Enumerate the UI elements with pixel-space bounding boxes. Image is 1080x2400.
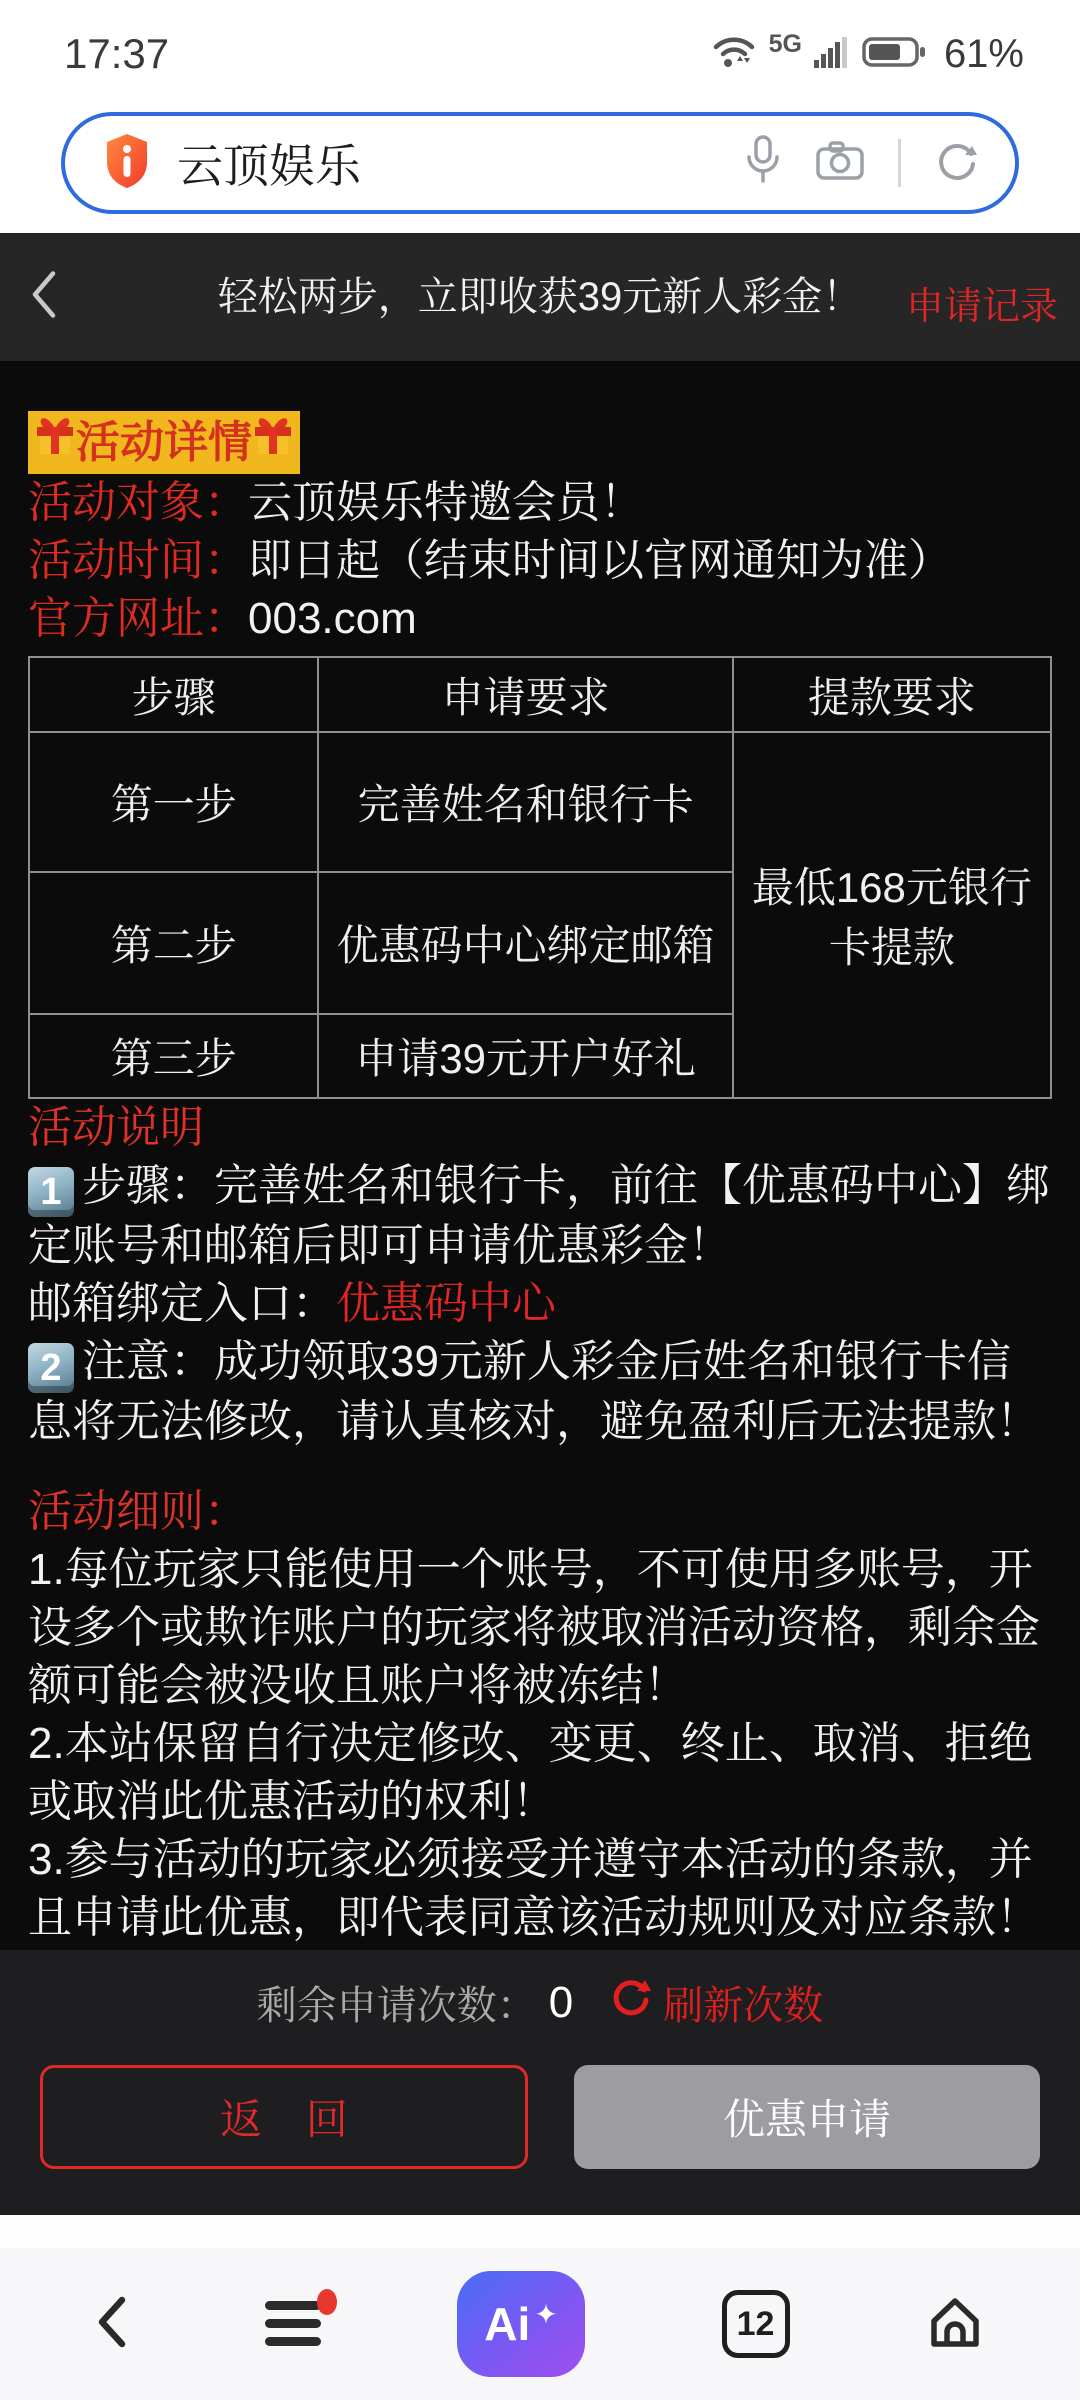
sparkle-icon: ✦	[534, 2298, 558, 2330]
network-type-label: 5G	[768, 29, 802, 58]
page-title: 轻松两步，立即收获39元新人彩金！	[217, 275, 863, 319]
step-cell: 第一步	[29, 732, 318, 872]
search-input[interactable]	[61, 112, 1019, 214]
ai-label: Ai	[484, 2298, 531, 2350]
camera-icon[interactable]	[816, 141, 864, 186]
browser-bottom-nav	[0, 2248, 1080, 2400]
remaining-count-row	[0, 1974, 1080, 2031]
clock: 17:37	[64, 30, 170, 77]
menu-bar	[265, 2337, 321, 2346]
requirement-cell: 优惠码中心绑定邮箱	[318, 872, 732, 1014]
apply-records-link[interactable]: 申请记录	[905, 286, 1058, 328]
apply-promo-button[interactable]: 优惠申请	[574, 2065, 1040, 2169]
tab-count-button[interactable]: 12	[722, 2290, 790, 2358]
remaining-count-label: 剩余申请次数：	[256, 1984, 537, 2028]
remaining-count-value: 0	[548, 1977, 574, 2027]
status-icons	[711, 31, 1024, 78]
signal-bars-icon	[814, 34, 850, 75]
table-row	[29, 732, 1051, 872]
info-row-site	[28, 590, 1052, 648]
action-buttons	[0, 2065, 1080, 2169]
wifi-icon	[711, 31, 757, 78]
activity-badge-row	[28, 411, 1052, 474]
instruction-step1	[28, 1157, 1052, 1275]
promo-content	[0, 361, 1080, 1950]
gift-icon	[34, 413, 76, 472]
step1-text: 步骤：完善姓名和银行卡，前往【优惠码中心】绑定账号和邮箱后即可申请优惠彩金！	[28, 1161, 1050, 1270]
step2-text: 注意：成功领取39元新人彩金后姓名和银行卡信息将无法修改，请认真核对，避免盈利后无法提款！	[28, 1337, 1040, 1446]
rules-heading: 活动细则：	[28, 1487, 248, 1536]
searchbar-actions	[744, 135, 979, 192]
requirement-cell: 申请39元开户好礼	[318, 1014, 732, 1098]
info-value: 003.com	[248, 594, 417, 643]
site-title[interactable]: 云顶娱乐	[177, 140, 361, 192]
nav-divider-strip	[0, 2215, 1080, 2248]
home-icon[interactable]	[926, 2294, 984, 2355]
battery-percent: 61%	[943, 31, 1024, 76]
notification-dot	[317, 2289, 337, 2315]
reload-icon[interactable]	[935, 139, 979, 188]
info-label: 活动时间：	[28, 536, 248, 585]
table-header-row	[29, 657, 1051, 732]
step-cell: 第三步	[29, 1014, 318, 1098]
col-header-withdraw: 提款要求	[733, 657, 1051, 732]
ai-assistant-button[interactable]	[457, 2271, 585, 2377]
info-label: 活动对象：	[28, 478, 248, 527]
activity-details-label: 活动详情	[76, 417, 252, 467]
email-bind-entry-row	[28, 1275, 1052, 1333]
divider	[898, 139, 901, 187]
withdraw-requirement-cell: 最低168元银行卡提款	[733, 732, 1051, 1098]
info-value: 即日起（结束时间以官网通知为准）	[248, 536, 952, 585]
info-row-target	[28, 474, 1052, 532]
mic-icon[interactable]	[744, 135, 782, 192]
info-label: 官方网址：	[28, 594, 248, 643]
keycap-2-icon: 2	[28, 1343, 74, 1393]
rule-item-1: 1.每位玩家只能使用一个账号，不可使用多账号，开设多个或欺诈账户的玩家将被取消活动资格，剩余金额可能会被没收且账户将被冻结！	[28, 1545, 1040, 1710]
gift-icon	[252, 413, 294, 472]
menu-bar	[265, 2301, 321, 2310]
requirement-cell: 完善姓名和银行卡	[318, 732, 732, 872]
col-header-requirement: 申请要求	[318, 657, 732, 732]
entry-label: 邮箱绑定入口：	[28, 1279, 336, 1328]
refresh-count-control[interactable]	[609, 1974, 823, 2031]
back-button[interactable]: 返 回	[40, 2065, 528, 2169]
battery-icon	[862, 35, 928, 74]
bottom-action-bar	[0, 1950, 1080, 2215]
steps-table	[28, 656, 1052, 1099]
status-bar	[0, 0, 1080, 100]
nav-back-icon[interactable]	[96, 2295, 128, 2354]
menu-bar	[265, 2319, 321, 2328]
info-row-time	[28, 532, 1052, 590]
rule-item-3: 3.参与活动的玩家必须接受并遵守本活动的条款，并且申请此优惠，即代表同意该活动规则及对应条款！	[28, 1835, 1040, 1942]
site-info-icon[interactable]	[101, 132, 153, 195]
instructions-heading: 活动说明	[28, 1103, 204, 1152]
page-header	[0, 233, 1080, 361]
keycap-1-icon: 1	[28, 1167, 74, 1217]
refresh-icon	[609, 1976, 653, 2030]
col-header-step: 步骤	[29, 657, 318, 732]
step-cell: 第二步	[29, 872, 318, 1014]
info-value: 云顶娱乐特邀会员！	[248, 478, 644, 527]
activity-details-badge	[28, 411, 300, 474]
instruction-step2	[28, 1333, 1052, 1451]
promo-code-center-link[interactable]: 优惠码中心	[336, 1279, 556, 1328]
refresh-count-label: 刷新次数	[663, 1984, 824, 2028]
menu-icon[interactable]	[265, 2301, 321, 2347]
rule-item-2: 2.本站保留自行决定修改、变更、终止、取消、拒绝或取消此优惠活动的权利！	[28, 1719, 1033, 1826]
browser-search-area	[0, 100, 1080, 233]
back-chevron-icon[interactable]	[30, 270, 58, 325]
